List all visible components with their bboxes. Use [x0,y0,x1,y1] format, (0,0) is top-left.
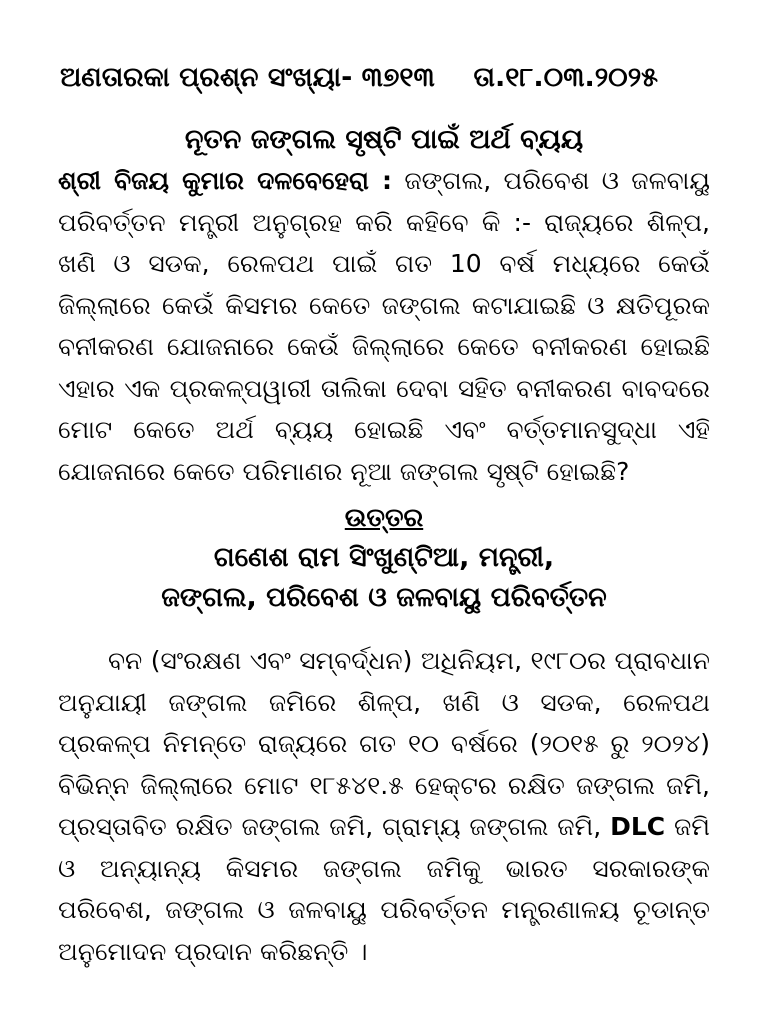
answer-text-part2: ଜମି ଓ ଅନ୍ୟାନ୍ୟ କିସମର ଜଙ୍ଗଲ ଜମିକୁ ଭାରତ ସରକାରଙ୍କ ପରିବେଶ, ଜଙ୍ଗଲ ଓ ଜଳବାୟୁ ପରିବର୍ତ୍ତନ ମନ୍ତ୍ରଣାଳୟ ଚୂଡାନ୍ତ ଅନୁମୋଦନ ପ୍ରଦାନ କରିଛନ୍ତି । [58,812,710,966]
asker-name: ଶ୍ରୀ ବିଜୟ କୁମାର ଦଳବେହେରା : [58,166,392,195]
header-line [58,58,710,98]
question-paragraph [58,160,710,492]
minister-name: ଗଣେଶ ରାମ ସିଂଖୁଣ୍ଟିଆ, ମନ୍ତ୍ରୀ, [213,542,555,573]
answer-text-dlc: DLC [610,812,666,841]
question-number-label: ଅଣତାରକା ପ୍ରଶ୍ନ ସଂଖ୍ୟା- ୩୭୧୩ [60,62,435,93]
answer-text-part1: ବନ (ସଂରକ୍ଷଣ ଏବଂ ସମ୍ବର୍ଦ୍ଧନ) ଅଧିନିୟମ, ୧୯୮୦ର ପ୍ରାବଧାନ ଅନୁଯାୟୀ ଜଙ୍ଗଲ ଜମିରେ ଶିଳ୍ପ, ଖଣି ଓ ସଡକ, ରେଳପଥ ପ୍ରକଳ୍ପ ନିମନ୍ତେ ରାଜ୍ୟରେ ଗତ ୧୦ ବର୍ଷରେ (୨୦୧୫ ରୁ ୨୦୨୪) ବିଭିନ୍ନ ଜିଲ୍ଲାରେ ମୋଟ ୧୮୫୪୧.୫ ହେକ୍ଟର ରକ୍ଷିତ ଜଙ୍ଗଲ ଜମି, ପ୍ରସ୍ତାବିତ ରକ୍ଷିତ ଜଙ୍ଗଲ ଜମି, ଗ୍ରାମ୍ୟ ଜଙ୍ଗଲ ଜମି, [58,646,710,841]
department-name: ଜଙ୍ଗଲ, ପରିବେଶ ଓ ଜଳବାୟୁ ପରିବର୍ତ୍ତନ [161,582,607,613]
answer-paragraph [58,640,710,972]
answer-heading: ଉତ୍ତର [344,503,424,533]
question-date: ତା.୧୮.୦୩.୨୦୨୫ [473,62,658,93]
subject-title: ନୂତନ ଜଙ୍ଗଲ ସୃଷ୍ଟି ପାଇଁ ଅର୍ଥ ବ୍ୟୟ [184,124,584,155]
question-text: ଜଙ୍ଗଲ, ପରିବେଶ ଓ ଜଳବାୟୁ ପରିବର୍ତ୍ତନ ମନ୍ତ୍ରୀ ଅନୁଗ୍ରହ କରି କହିବେ କି :- ରାଜ୍ୟରେ ଶିଳ୍ପ, ଖଣି ଓ ସଡକ, ରେଳପଥ ପାଇଁ ଗତ 10 ବର୍ଷ ମଧ୍ୟରେ କେଉଁ ଜିଲ୍ଲାରେ କେଉଁ କିସମର କେତେ ଜଙ୍ଗଲ କଟାଯାଇଛି ଓ କ୍ଷତିପୂରକ ବନୀକରଣ ଯୋଜନାରେ କେଉଁ ଜିଲ୍ଲାରେ କେତେ ବନୀକରଣ ହୋଇଛି ଏହାର ଏକ ପ୍ରକଳ୍ପୱାରୀ ତାଲିକା ଦେବା ସହିତ ବନୀକରଣ ବାବଦରେ ମୋଟ କେତେ ଅର୍ଥ ବ୍ୟୟ ହୋଇଛି ଏବଂ ବର୍ତ୍ତମାନସୁଦ୍ଧା ଏହି ଯୋଜନାରେ କେତେ ପରିମାଣର ନୂଆ ଜଙ୍ଗଲ ସୃଷ୍ଟି ହୋଇଛି? [58,166,711,486]
